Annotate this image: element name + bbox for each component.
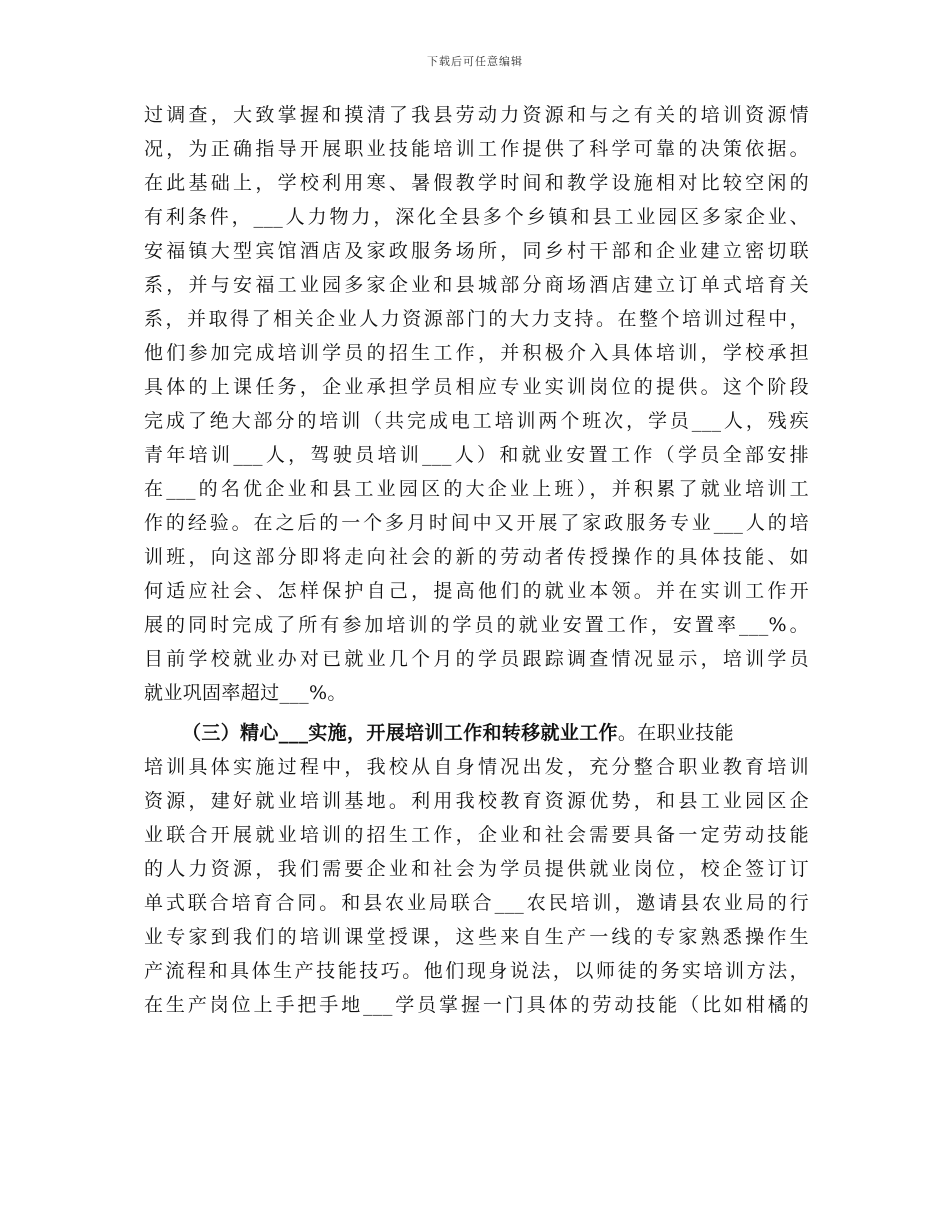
text-line: 具体的上课任务，企业承担学员相应专业实训岗位的提供。这个阶段 bbox=[144, 376, 809, 398]
text-line: 展的同时完成了所有参加培训的学员的就业安置工作，安置率___%。 bbox=[144, 614, 809, 636]
section-heading: （三）精心___实施，开展培训工作和转移就业工作 bbox=[182, 722, 618, 744]
text-line: 青年培训___人，驾驶员培训___人）和就业安置工作（学员全部安排 bbox=[144, 444, 809, 466]
text-line-with-heading bbox=[144, 716, 809, 750]
text-line: 有利条件，___人力物力，深化全县多个乡镇和县工业园区多家企业、 bbox=[144, 206, 809, 228]
text-line: 作的经验。在之后的一个多月时间中又开展了家政服务专业___人的培 bbox=[144, 512, 809, 534]
text-line: 在此基础上，学校利用寒、暑假教学时间和教学设施相对比较空闲的 bbox=[144, 172, 809, 194]
text-line: 产流程和具体生产技能技巧。他们现身说法，以师徒的务实培训方法， bbox=[144, 960, 809, 982]
text-line: 何适应社会、怎样保护自己，提高他们的就业本领。并在实训工作开 bbox=[144, 580, 809, 602]
text-line: 他们参加完成培训学员的招生工作，并积极介入具体培训，学校承担 bbox=[144, 342, 809, 364]
text-line: 训班，向这部分即将走向社会的新的劳动者传授操作的具体技能、如 bbox=[144, 546, 809, 568]
text-line: 在生产岗位上手把手地___学员掌握一门具体的劳动技能（比如柑橘的 bbox=[144, 994, 809, 1016]
text-line: 安福镇大型宾馆酒店及家政服务场所，同乡村干部和企业建立密切联 bbox=[144, 240, 809, 262]
page-header-note: 下载后可任意编辑 bbox=[427, 55, 523, 68]
text-line: 目前学校就业办对已就业几个月的学员跟踪调查情况显示，培训学员 bbox=[144, 648, 809, 670]
text-line: 资源，建好就业培训基地。利用我校教育资源优势，和县工业园区企 bbox=[144, 790, 809, 812]
text-line: 就业巩固率超过___%。 bbox=[144, 682, 347, 704]
text-line: 过调查，大致掌握和摸清了我县劳动力资源和与之有关的培训资源情 bbox=[144, 104, 809, 126]
text-line: 单式联合培育合同。和县农业局联合___农民培训，邀请县农业局的行 bbox=[144, 892, 809, 914]
document-body bbox=[144, 98, 809, 1022]
text-line: 业专家到我们的培训课堂授课，这些来自生产一线的专家熟悉操作生 bbox=[144, 926, 809, 948]
text-line: 培训具体实施过程中，我校从自身情况出发，充分整合职业教育培训 bbox=[144, 756, 809, 778]
text-line: 完成了绝大部分的培训（共完成电工培训两个班次，学员___人，残疾 bbox=[144, 410, 809, 432]
text-line: 况，为正确指导开展职业技能培训工作提供了科学可靠的决策依据。 bbox=[144, 138, 809, 160]
text-line: 业联合开展就业培训的招生工作，企业和社会需要具备一定劳动技能 bbox=[144, 824, 809, 846]
paragraph-2 bbox=[144, 716, 809, 1022]
text-line: 系，并与安福工业园多家企业和县城部分商场酒店建立订单式培育关 bbox=[144, 274, 809, 296]
text-line: 系，并取得了相关企业人力资源部门的大力支持。在整个培训过程中， bbox=[144, 308, 809, 330]
heading-line-rest: 。在职业技能 bbox=[617, 722, 735, 744]
paragraph-1 bbox=[144, 98, 809, 710]
text-line: 的人力资源，我们需要企业和社会为学员提供就业岗位，校企签订订 bbox=[144, 858, 809, 880]
text-line: 在___的名优企业和县工业园区的大企业上班），并积累了就业培训工 bbox=[144, 478, 809, 500]
